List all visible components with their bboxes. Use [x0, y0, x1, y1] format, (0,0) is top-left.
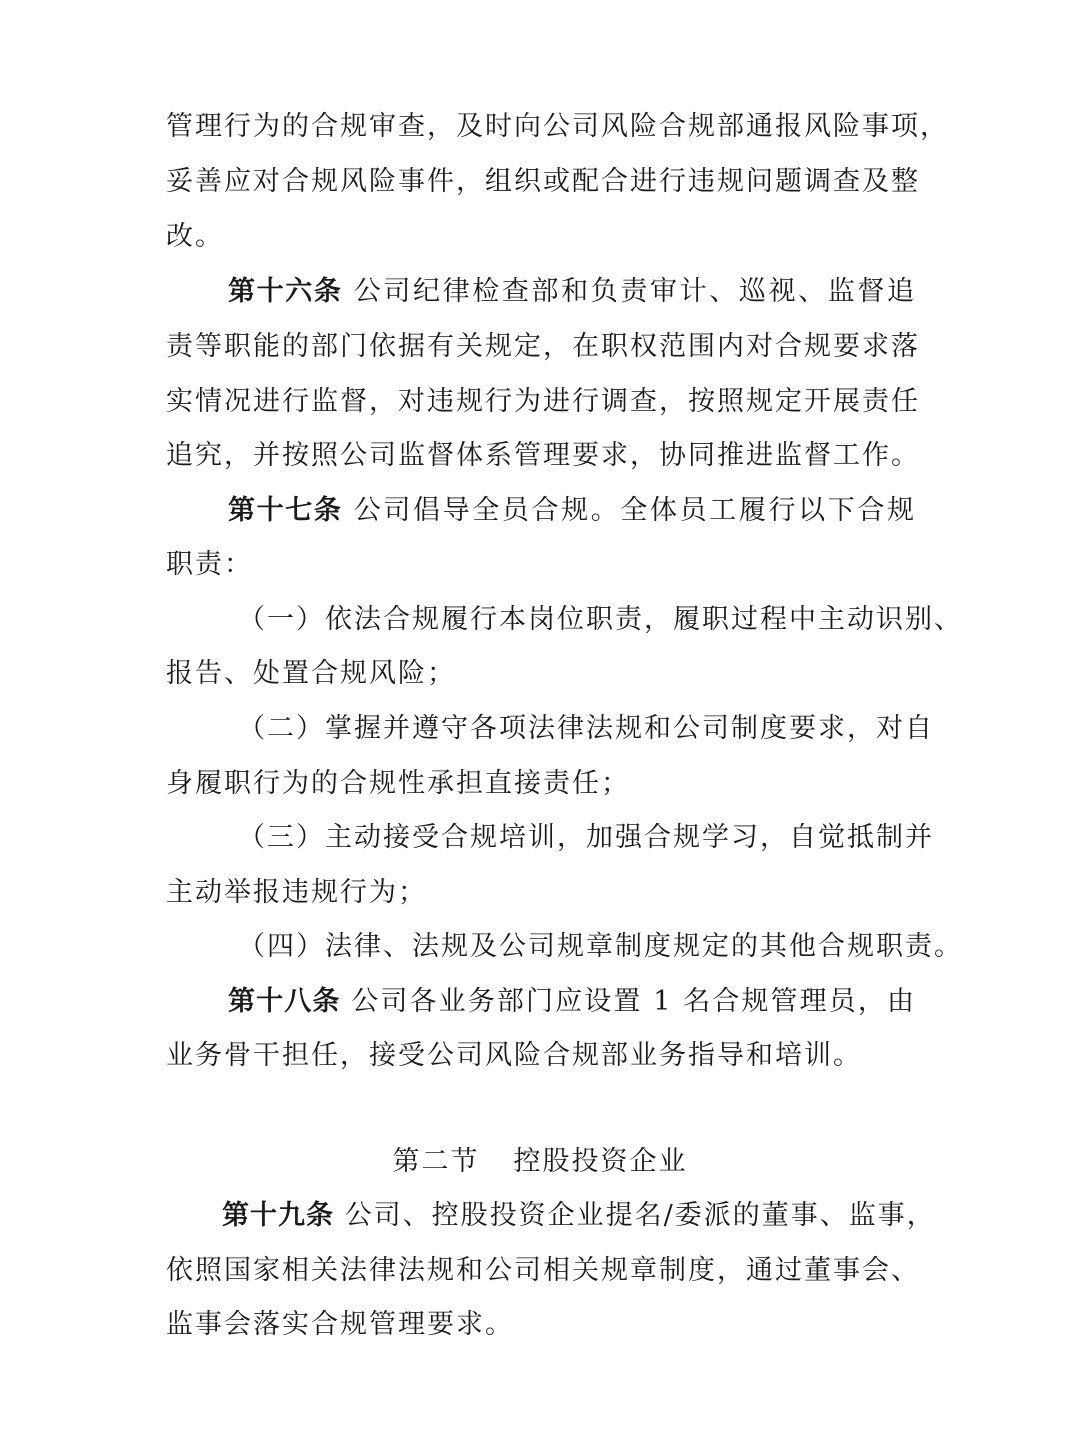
article-19-first-line — [222, 1196, 936, 1236]
article-17-first-line — [228, 491, 916, 531]
article-17-text-1: 公司倡导全员合规。全体员工履行以下合规 — [353, 495, 917, 526]
article-18-first-line — [228, 982, 916, 1022]
article-18-label: 第十八条 — [228, 986, 341, 1017]
article-17-label: 第十七条 — [228, 495, 343, 526]
article-17-item-2-line-2: 身履职行为的合规性承担直接责任； — [166, 768, 630, 799]
article-16-line-4: 追究，并按照公司监督体系管理要求，协同推进监督工作。 — [166, 440, 920, 471]
article-17-item-4-line-1: （四）法律、法规及公司规章制度规定的其他合规职责。 — [238, 931, 963, 962]
article-17-item-2-line-1: （二）掌握并遵守各项法律法规和公司制度要求，对自 — [238, 713, 934, 744]
section-title: 控股投资企业 — [513, 1146, 688, 1177]
article-19-line-2: 依照国家相关法律法规和公司相关规章制度，通过董事会、 — [166, 1255, 920, 1286]
article-16-first-line — [228, 272, 916, 312]
article-16-text-1: 公司纪律检查部和负责审计、巡视、监督追 — [353, 276, 917, 307]
article-16-line-2: 责等职能的部门依据有关规定，在职权范围内对合规要求落 — [166, 331, 920, 362]
article-17-item-1-line-2: 报告、处置合规风险； — [166, 658, 456, 689]
article-17-item-1-line-1: （一）依法合规履行本岗位职责，履职过程中主动识别、 — [238, 604, 963, 635]
article-19-text-1: 公司、控股投资企业提名/委派的董事、监事， — [344, 1200, 936, 1231]
section-heading — [0, 1142, 1080, 1182]
article-17-line-2: 职责： — [166, 549, 253, 580]
article-16-label: 第十六条 — [228, 276, 343, 307]
article-18-line-2: 业务骨干担任，接受公司风险合规部业务指导和培训。 — [166, 1040, 862, 1071]
article-18-text-1: 公司各业务部门应设置 1 名合规管理员，由 — [351, 986, 917, 1017]
article-17-item-3-line-2: 主动举报违规行为； — [166, 877, 427, 908]
article-19-label: 第十九条 — [222, 1200, 334, 1231]
article-17-item-3-line-1: （三）主动接受合规培训，加强合规学习，自觉抵制并 — [238, 822, 934, 853]
continuation-line-3: 改。 — [166, 221, 224, 252]
article-19-line-3: 监事会落实合规管理要求。 — [166, 1309, 514, 1340]
article-16-line-3: 实情况进行监督，对违规行为进行调查，按照规定开展责任 — [166, 386, 920, 417]
section-number: 第二节 — [392, 1146, 480, 1177]
continuation-line-1: 管理行为的合规审查，及时向公司风险合规部通报风险事项， — [166, 111, 949, 142]
continuation-line-2: 妥善应对合规风险事件，组织或配合进行违规问题调查及整 — [166, 166, 920, 197]
